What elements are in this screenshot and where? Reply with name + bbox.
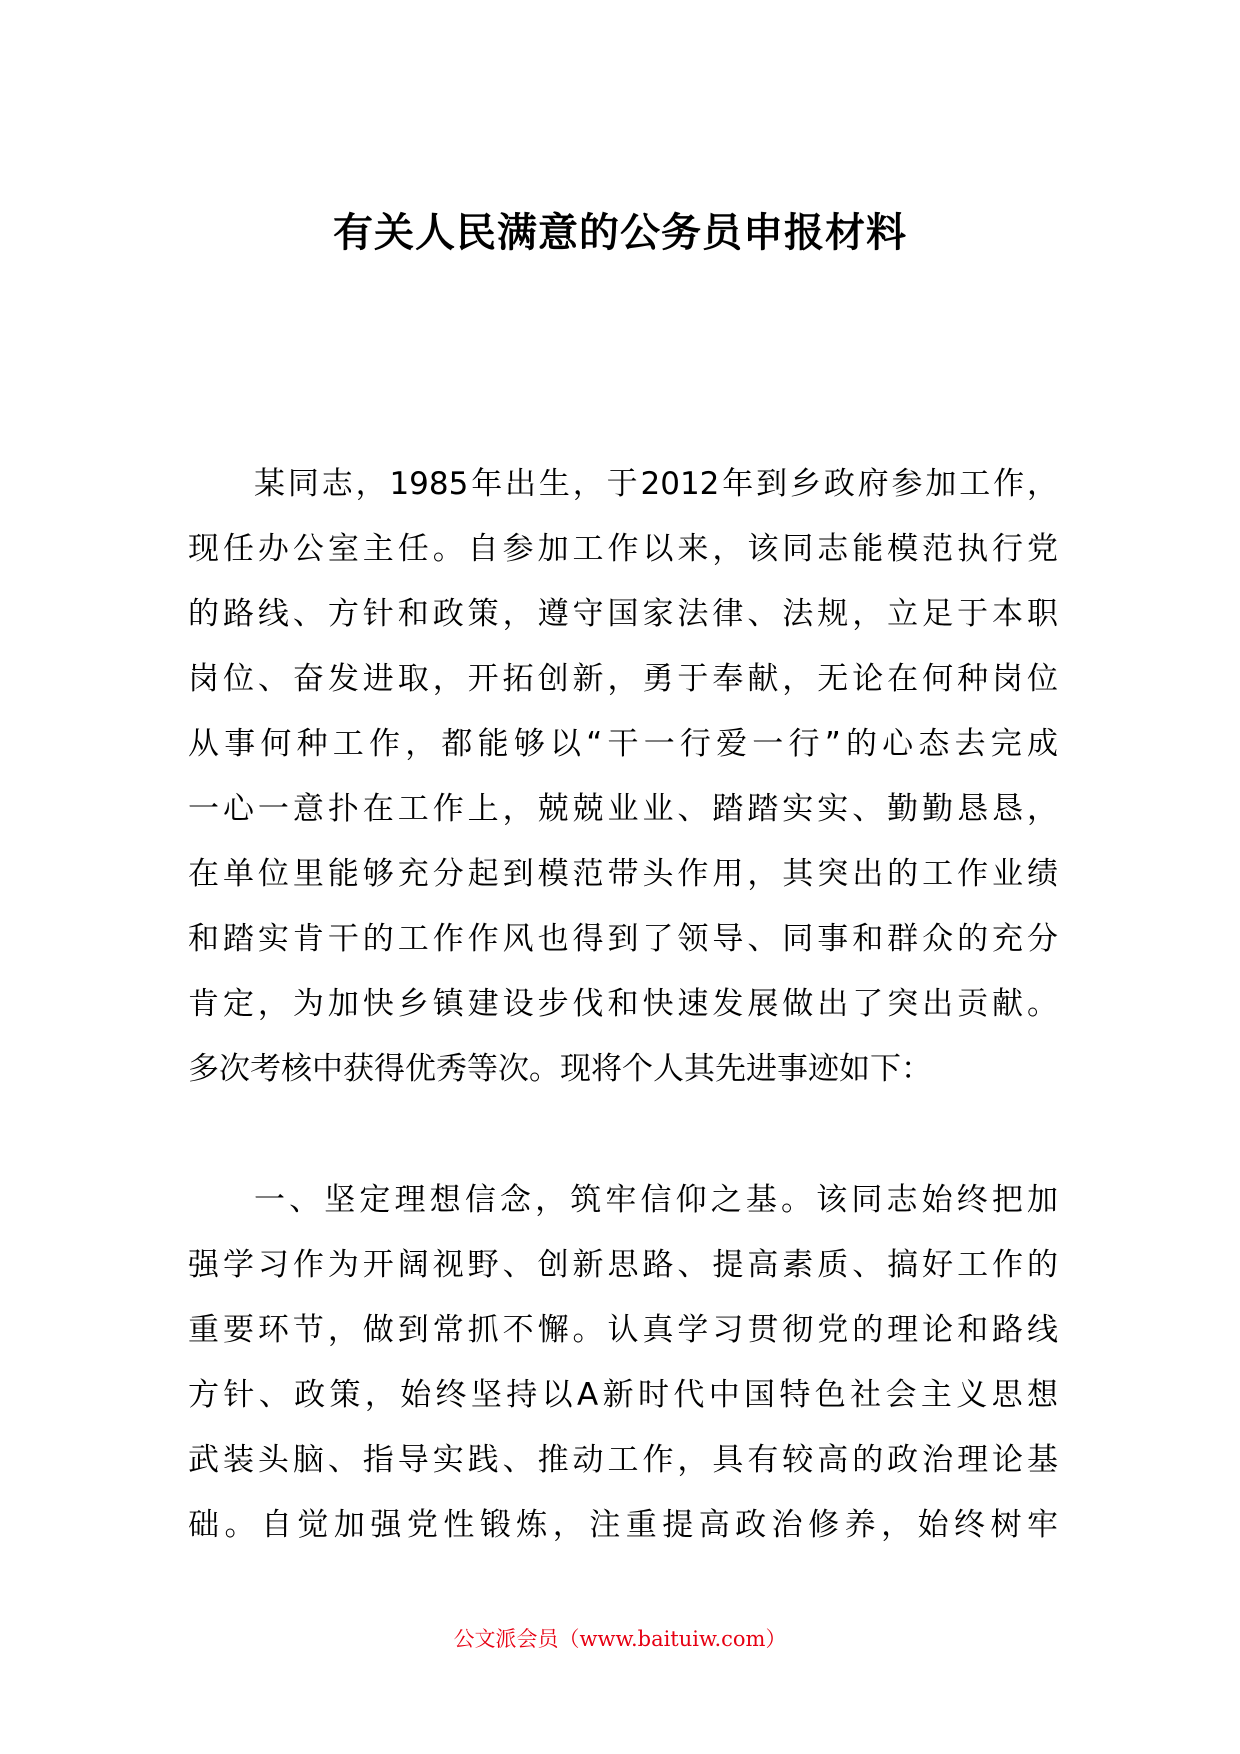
text-line: 一心一意扑在工作上，兢兢业业、踏踏实实、勤勤恳恳， xyxy=(188,791,1058,827)
text-line: 从事何种工作，都能够以“干一行爱一行”的心态去完成 xyxy=(188,726,1058,762)
text-line: 武装头脑、指导实践、推动工作，具有较高的政治理论基 xyxy=(188,1442,1058,1478)
text-line: 多次考核中获得优秀等次。现将个人其先进事迹如下： xyxy=(188,1051,932,1087)
text-line: 的路线、方针和政策，遵守国家法律、法规，立足于本职 xyxy=(188,596,1058,632)
text-line: 在单位里能够充分起到模范带头作用，其突出的工作业绩 xyxy=(188,856,1058,892)
footer-watermark-link[interactable]: 公文派会员（www.baituiw.com） xyxy=(453,1627,787,1651)
text-line: 强学习作为开阔视野、创新思路、提高素质、搞好工作的 xyxy=(188,1247,1058,1283)
text-line: 重要环节，做到常抓不懈。认真学习贯彻党的理论和路线 xyxy=(188,1312,1058,1348)
text-line: 某同志，1985年出生，于2012年到乡政府参加工作， xyxy=(254,466,1058,502)
paragraph-intro xyxy=(188,452,1058,1102)
text-line: 方针、政策，始终坚持以A新时代中国特色社会主义思想 xyxy=(188,1377,1058,1413)
text-line: 础。自觉加强党性锻炼，注重提高政治修养，始终树牢 xyxy=(188,1507,1058,1543)
text-line: 和踏实肯干的工作作风也得到了领导、同事和群众的充分 xyxy=(188,921,1058,957)
text-line: 现任办公室主任。自参加工作以来，该同志能模范执行党 xyxy=(188,531,1058,567)
paragraph-section-one xyxy=(188,1168,1058,1558)
text-line: 岗位、奋发进取，开拓创新，勇于奉献，无论在何种岗位 xyxy=(188,661,1058,697)
text-line: 肯定，为加快乡镇建设步伐和快速发展做出了突出贡献。 xyxy=(188,986,1058,1022)
text-line: 一、坚定理想信念，筑牢信仰之基。该同志始终把加 xyxy=(254,1182,1058,1218)
document-title: 有关人民满意的公务员申报材料 xyxy=(333,210,907,256)
